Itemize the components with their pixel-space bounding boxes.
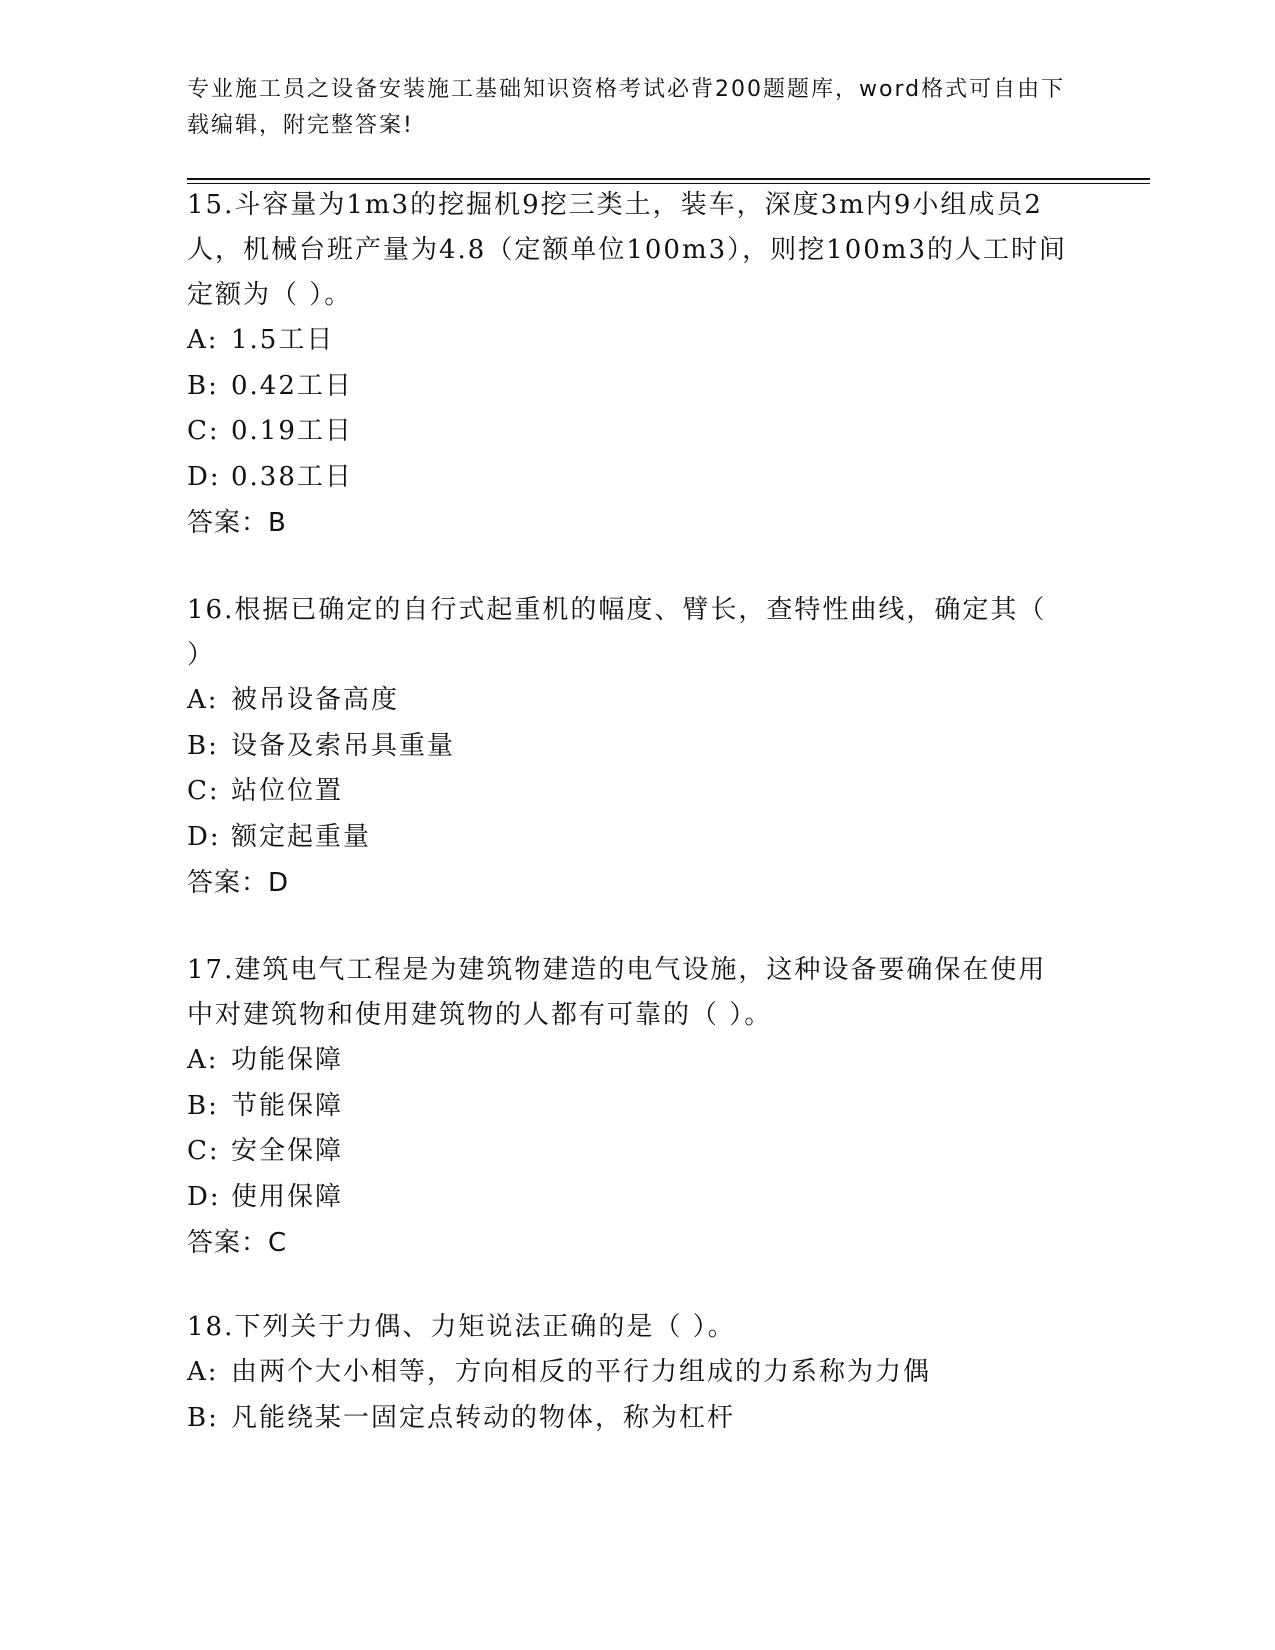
- option-key: C:: [187, 776, 220, 806]
- option-text: 0.38工日: [231, 461, 353, 492]
- option-a: [187, 678, 1067, 724]
- question-17: [187, 948, 1067, 1266]
- option-c: [187, 1129, 1067, 1175]
- option-b: [187, 1084, 1067, 1130]
- answer-line: 答案：D: [187, 868, 290, 898]
- option-key: A:: [187, 1045, 219, 1075]
- answer-line: 答案：C: [187, 1228, 288, 1258]
- option-b: [187, 724, 1067, 770]
- option-a: [187, 1038, 1067, 1084]
- question-stem: 16.根据已确定的自行式起重机的幅度、臂长，查特性曲线，确定其（ ）: [187, 595, 1047, 670]
- option-a: [187, 1350, 1067, 1396]
- option-text: 站位位置: [231, 776, 344, 806]
- option-text: 使用保障: [231, 1181, 344, 1212]
- option-text: 1.5工日: [231, 325, 335, 355]
- option-text: 0.19工日: [231, 416, 353, 446]
- question-stem: 18.下列关于力偶、力矩说法正确的是（ ）。: [187, 1312, 736, 1342]
- document-header: 专业施工员之设备安装施工基础知识资格考试必背200题题库，word格式可自由下载编辑，附完整答案!: [187, 77, 1066, 138]
- option-text: 安全保障: [231, 1136, 344, 1166]
- option-key: B:: [187, 1402, 219, 1433]
- option-text: 功能保障: [231, 1045, 344, 1075]
- option-text: 0.42工日: [231, 370, 353, 401]
- option-key: A:: [187, 685, 219, 715]
- question-16: [187, 588, 1067, 906]
- option-b: [187, 1396, 1067, 1442]
- option-key: B:: [187, 730, 219, 761]
- option-d: [187, 815, 1067, 861]
- option-a: [187, 318, 1067, 364]
- option-key: D:: [187, 461, 221, 492]
- question-15: [187, 183, 1067, 546]
- option-key: C:: [187, 1136, 220, 1166]
- option-key: A:: [187, 325, 219, 355]
- option-text: 设备及索吊具重量: [231, 730, 456, 761]
- option-d: [187, 1175, 1067, 1221]
- question-18: [187, 1305, 1067, 1441]
- option-text: 节能保障: [231, 1090, 344, 1121]
- option-key: D:: [187, 1181, 221, 1212]
- option-key: B:: [187, 1090, 219, 1121]
- option-c: [187, 409, 1067, 455]
- question-stem: 17.建筑电气工程是为建筑物建造的电气设施，这种设备要确保在使用中对建筑物和使用建筑物的人都有可靠的（ ）。: [187, 955, 1047, 1030]
- header-divider-thick: [187, 178, 1150, 180]
- option-key: A:: [187, 1357, 219, 1387]
- option-text: 凡能绕某一固定点转动的物体，称为杠杆: [231, 1402, 736, 1433]
- answer-line: 答案：B: [187, 508, 287, 538]
- option-text: 被吊设备高度: [231, 685, 400, 715]
- option-c: [187, 769, 1067, 815]
- option-b: [187, 364, 1067, 410]
- option-key: C:: [187, 416, 220, 446]
- option-text: 额定起重量: [231, 821, 372, 852]
- option-key: D:: [187, 821, 221, 852]
- question-stem: 15.斗容量为1m3的挖掘机9挖三类土，装车，深度3m内9小组成员2人，机械台班产量为4.8（定额单位100m3），则挖100m3的人工时间定额为（ ）。: [187, 190, 1067, 310]
- option-d: [187, 455, 1067, 501]
- option-key: B:: [187, 370, 219, 401]
- option-text: 由两个大小相等，方向相反的平行力组成的力系称为力偶: [231, 1357, 932, 1387]
